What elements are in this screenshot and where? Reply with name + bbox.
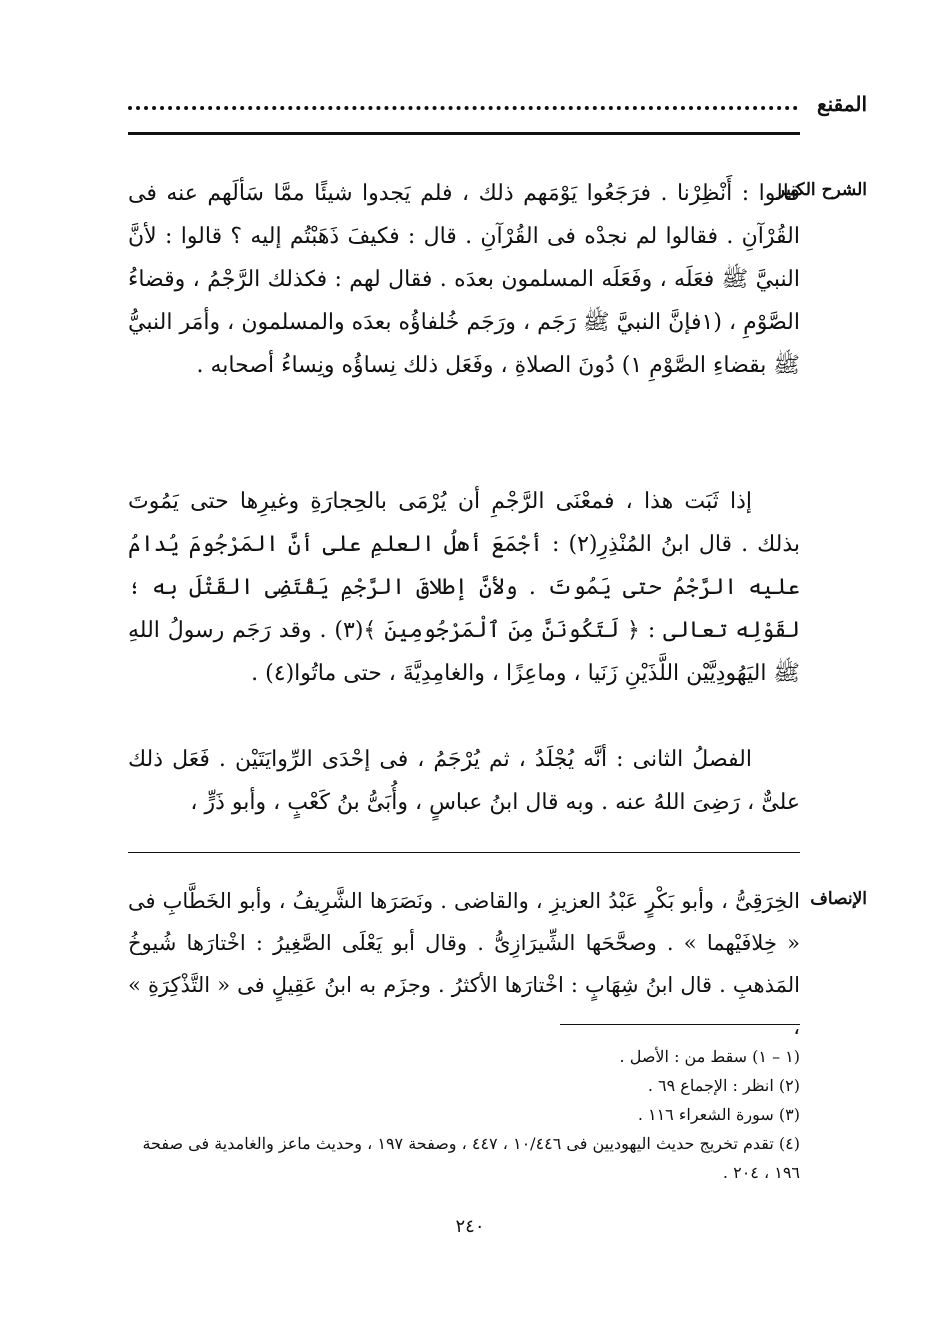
paragraph-text: إذا ثَبَت هذا ، فمعْنَى الرَّجْمِ أن يُرْمَى بالحِجارَةِ وغيرِها حتى يَمُوتَ بذلك . قال ابنُ المُنْذِرِ(٢) : أجْمَعَ أهلُ العلمِ على أنَّ المَرْجُومَ يُدامُ عليه الرَّجْمُ حتى يَمُوتَ . ولأنَّ إطلاقَ الرَّجْمِ يَقْتَضِى القَتْلَ به ؛ لقَوْلِه تعالى : ﴿ لَتَكُونَنَّ مِنَ ٱلْمَرْجُومِينَ ﴾(٣) . وقد رَجَم رسولُ اللهِ ﷺ اليَهُودِيَّيْن اللَّذَيْنِ زَنَيا ، وماعِزًا ، والغامِدِيَّةَ ، حتى ماتُوا(٤) . xyxy=(128,489,800,686)
running-header-title: المقنع xyxy=(816,92,867,116)
header-rule xyxy=(128,132,800,135)
paragraph-text: قالوا : أَنْظِرْنا . فرَجَعُوا يَوْمَهم ذلك ، فلم يَجدوا شيئًا ممَّا سَألَهم عنه فى القُرْآنِ . فقالوا لم نجدْه فى القُرْآنِ . قال : فكيفَ ذَهَبْتُم إليه ؟ قالوا : لأنَّ النبيَّ ﷺ فعَلَه ، وفَعَلَه المسلمون بعدَه . فقال لهم : فكذلك الرَّجْمُ ، وقضاءُ الصَّوْمِ ، (١فإنَّ النبيَّ ﷺ رَجَم ، ورَجَم خُلفاؤُه بعدَه والمسلمون ، وأمَر النبيُّ ﷺ بقضاءِ الصَّوْمِ ١) دُونَ الصلاةِ ، وفَعَل ذلك نِساؤُه ونِساءُ أصحابه . xyxy=(128,181,800,378)
side-label-insaf: الإنصاف xyxy=(810,889,867,909)
footnote-rule xyxy=(560,1024,800,1025)
footnote-1: (١ – ١) سقط من : الأصل . xyxy=(619,1047,800,1066)
footnote-3: (٣) سورة الشعراء ١١٦ . xyxy=(637,1105,800,1124)
header-dotted-leader xyxy=(128,90,798,110)
section-divider xyxy=(128,852,800,853)
footnotes xyxy=(128,1042,800,1187)
footnote-2: (٢) انظر : الإجماع ٦٩ . xyxy=(647,1076,800,1095)
footnote-4: (٤) تقدم تخريج حديث اليهوديين فى ١٠/٤٤٦ ، ٤٤٧ ، وصفحة ١٩٧ ، وحديث ماعز والغامدية فى صفحة ١٩٦ ، ٢٠٤ . xyxy=(142,1134,800,1182)
insaf-section xyxy=(128,880,800,1048)
page-number: ٢٤٠ xyxy=(455,1216,485,1237)
paragraph-text: الفصلُ الثانى : أنَّه يُجْلَدُ ، ثم يُرْجَمُ ، فى إحْدَى الرِّوايَتَيْن . فَعَل ذلك علىٌّ ، رَضِىَ اللهُ عنه . وبه قال ابنُ عباسٍ ، وأُبَىُّ بنُ كَعْبٍ ، وأبو ذَرٍّ ، xyxy=(128,747,800,815)
side-label-sharh: الشرح الكبير xyxy=(776,180,867,200)
main-paragraph-2 xyxy=(128,480,800,695)
main-paragraph-3 xyxy=(128,738,800,824)
insaf-paragraph: الخِرَقِىُّ ، وأبو بَكْرٍ عَبْدُ العزيزِ ، والقاضى . ونَصَرَها الشَّرِيفُ ، وأبو الخَطَّابِ فى « خِلافَيْهما » . وصحَّحَها الشِّيرَازِىُّ . وقال أبو يَعْلَى الصَّغِيرُ : اخْتارَها شُيوخُ المَذهبِ . قال ابنُ شِهَابٍ : اخْتارَها الأكثرُ . وجزَم به ابنُ عَقِيلٍ فى « التَّذْكِرَةِ » ، xyxy=(128,889,800,1039)
main-paragraph-1 xyxy=(128,172,800,387)
